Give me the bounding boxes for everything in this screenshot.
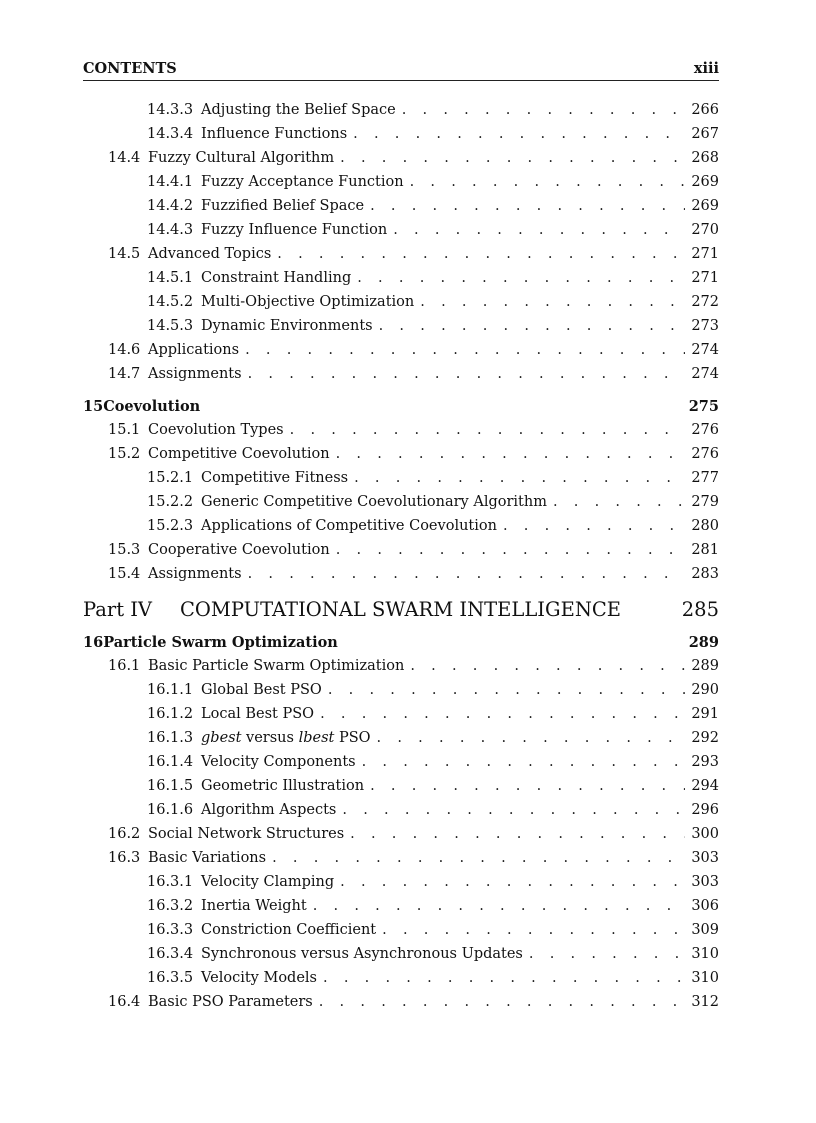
toc-dot-leader <box>529 946 685 962</box>
toc-dot-leader <box>382 922 685 938</box>
toc-dot-leader <box>410 658 685 674</box>
toc-title-part: versus <box>241 730 299 746</box>
toc-entry-number: 16.3 <box>108 850 141 866</box>
toc-entry-page: 277 <box>691 470 719 486</box>
toc-dot-leader <box>248 366 686 382</box>
toc-entry-title: Constraint Handling <box>201 270 352 286</box>
toc-entry-number: 16.3.3 <box>147 922 194 938</box>
toc-entry-title: Generic Competitive Coevolutionary Algorithm <box>201 494 547 510</box>
toc-entry-title: Inertia Weight <box>201 898 307 914</box>
running-header <box>83 60 719 80</box>
table-of-contents <box>83 102 719 1018</box>
toc-entry-page: 276 <box>691 446 719 462</box>
toc-entry-title: Velocity Models <box>201 970 317 986</box>
toc-entry-number: 14.4.3 <box>147 222 194 238</box>
toc-dot-leader <box>410 174 686 190</box>
toc-entry-page: 274 <box>691 342 719 358</box>
toc-dot-leader <box>342 802 685 818</box>
toc-subsection-entry[interactable] <box>83 126 719 150</box>
toc-entry-number: 16.3.2 <box>147 898 194 914</box>
toc-subsection-entry[interactable] <box>83 946 719 970</box>
toc-dot-leader <box>393 222 685 238</box>
toc-entry-title: Geometric Illustration <box>201 778 365 794</box>
toc-dot-leader <box>353 126 685 142</box>
toc-entry-page: 289 <box>688 634 719 651</box>
toc-entry-page: 281 <box>691 542 719 558</box>
toc-entry-title: Assignments <box>148 566 242 582</box>
toc-entry-title: Synchronous versus Asynchronous Updates <box>201 946 523 962</box>
toc-entry-number: 16.3.1 <box>147 874 194 890</box>
toc-dot-leader <box>320 706 685 722</box>
toc-entry-title: Advanced Topics <box>148 246 272 262</box>
toc-entry-page: 309 <box>691 922 719 938</box>
toc-dot-leader <box>402 102 686 118</box>
toc-section-entry[interactable] <box>83 366 719 390</box>
toc-entry-title: Social Network Structures <box>148 826 345 842</box>
toc-section-entry[interactable] <box>83 542 719 566</box>
toc-entry-title: Constriction Coefficient <box>201 922 377 938</box>
toc-entry-page: 293 <box>691 754 719 770</box>
toc-entry-number: 15.4 <box>108 566 141 582</box>
toc-entry-number: 14.5.3 <box>147 318 194 334</box>
toc-dot-leader <box>357 270 685 286</box>
toc-entry-page: 272 <box>691 294 719 310</box>
toc-entry-number: 15.2.1 <box>147 470 194 486</box>
toc-entry-title: Basic PSO Parameters <box>148 994 313 1010</box>
toc-entry-number: 16.1.3 <box>147 730 194 746</box>
toc-subsection-entry[interactable] <box>83 730 719 754</box>
toc-entry-title: Multi-Objective Optimization <box>201 294 415 310</box>
toc-dot-leader <box>245 342 685 358</box>
toc-part-entry[interactable] <box>83 592 719 626</box>
toc-entry-title: Assignments <box>148 366 242 382</box>
toc-dot-leader <box>323 970 685 986</box>
toc-chapter-entry[interactable] <box>83 634 719 658</box>
toc-entry-page: 275 <box>688 398 719 415</box>
toc-dot-leader <box>553 494 685 510</box>
toc-subsection-entry[interactable] <box>83 706 719 730</box>
header-page-number: xiii <box>693 60 719 77</box>
toc-entry-page: 285 <box>681 597 719 621</box>
toc-entry-page: 270 <box>691 222 719 238</box>
toc-entry-page: 310 <box>691 970 719 986</box>
toc-subsection-entry[interactable] <box>83 318 719 342</box>
toc-entry-title: Applications <box>148 342 240 358</box>
toc-dot-leader <box>313 898 686 914</box>
toc-entry-title: Fuzzy Cultural Algorithm <box>148 150 335 166</box>
toc-entry-title: Applications of Competitive Coevolution <box>201 518 497 534</box>
toc-section-entry[interactable] <box>83 246 719 270</box>
toc-entry-number: 16.1.2 <box>147 706 194 722</box>
toc-entry-title: Particle Swarm Optimization <box>103 634 338 651</box>
toc-subsection-entry[interactable] <box>83 802 719 826</box>
toc-dot-leader <box>336 542 686 558</box>
toc-entry-title: Cooperative Coevolution <box>148 542 330 558</box>
toc-entry-title: Competitive Coevolution <box>148 446 330 462</box>
toc-entry-page: 276 <box>691 422 719 438</box>
toc-entry-page: 300 <box>691 826 719 842</box>
toc-entry-number: 16.2 <box>108 826 141 842</box>
toc-entry-page: 312 <box>691 994 719 1010</box>
toc-entry-number: 16.1.1 <box>147 682 194 698</box>
toc-entry-page: 289 <box>691 658 719 674</box>
toc-entry-title: Algorithm Aspects <box>201 802 337 818</box>
toc-entry-title: COMPUTATIONAL SWARM INTELLIGENCE <box>180 597 622 621</box>
toc-section-entry[interactable] <box>83 850 719 874</box>
toc-entry-number: 14.3.4 <box>147 126 194 142</box>
toc-subsection-entry[interactable] <box>83 470 719 494</box>
toc-section-entry[interactable] <box>83 658 719 682</box>
toc-entry-number: 16.3.4 <box>147 946 194 962</box>
toc-entry-number: 16.1.5 <box>147 778 194 794</box>
toc-entry-page: 273 <box>691 318 719 334</box>
toc-entry-page: 271 <box>691 270 719 286</box>
toc-entry-number: 14.4.1 <box>147 174 194 190</box>
toc-subsection-entry[interactable] <box>83 970 719 994</box>
toc-subsection-entry[interactable] <box>83 778 719 802</box>
toc-subsection-entry[interactable] <box>83 754 719 778</box>
toc-entry-title: Local Best PSO <box>201 706 315 722</box>
toc-entry-page: 292 <box>691 730 719 746</box>
toc-dot-leader <box>420 294 685 310</box>
toc-dot-leader <box>370 198 685 214</box>
toc-subsection-entry[interactable] <box>83 494 719 518</box>
toc-entry-page: 271 <box>691 246 719 262</box>
toc-dot-leader <box>290 422 686 438</box>
toc-entry-title: Fuzzy Acceptance Function <box>201 174 404 190</box>
toc-chapter-entry[interactable] <box>83 398 719 422</box>
toc-dot-leader <box>377 730 686 746</box>
toc-title-part: lbest <box>298 730 335 746</box>
toc-entry-page: 303 <box>691 850 719 866</box>
toc-entry-title <box>201 730 371 746</box>
toc-subsection-entry[interactable] <box>83 270 719 294</box>
toc-entry-number: 16.1.4 <box>147 754 194 770</box>
toc-entry-page: 310 <box>691 946 719 962</box>
toc-entry-title: Global Best PSO <box>201 682 322 698</box>
toc-title-part: PSO <box>334 730 371 746</box>
toc-entry-title: Coevolution <box>103 398 201 415</box>
toc-entry-title: Velocity Components <box>201 754 356 770</box>
toc-entry-title: Velocity Clamping <box>201 874 335 890</box>
toc-subsection-entry[interactable] <box>83 898 719 922</box>
toc-dot-leader <box>277 246 685 262</box>
toc-section-entry[interactable] <box>83 826 719 850</box>
toc-entry-number: 16 <box>83 634 104 651</box>
toc-entry-page: 290 <box>691 682 719 698</box>
toc-entry-page: 291 <box>691 706 719 722</box>
toc-entry-title: Fuzzy Influence Function <box>201 222 388 238</box>
toc-entry-number: 14.7 <box>108 366 141 382</box>
toc-entry-page: 279 <box>691 494 719 510</box>
toc-dot-leader <box>354 470 685 486</box>
toc-section-entry[interactable] <box>83 342 719 366</box>
toc-section-entry[interactable] <box>83 446 719 470</box>
toc-entry-page: 294 <box>691 778 719 794</box>
toc-entry-number: 16.1 <box>108 658 141 674</box>
toc-subsection-entry[interactable] <box>83 198 719 222</box>
toc-dot-leader <box>370 778 685 794</box>
toc-entry-title: Coevolution Types <box>148 422 284 438</box>
toc-entry-number: Part IV <box>83 597 153 621</box>
toc-dot-leader <box>340 150 685 166</box>
toc-entry-page: 269 <box>691 198 719 214</box>
toc-entry-title: Basic Particle Swarm Optimization <box>148 658 405 674</box>
toc-entry-number: 15.1 <box>108 422 141 438</box>
toc-entry-title: Fuzzified Belief Space <box>201 198 365 214</box>
toc-entry-title: Competitive Fitness <box>201 470 349 486</box>
toc-entry-page: 266 <box>691 102 719 118</box>
toc-dot-leader <box>319 994 686 1010</box>
toc-subsection-entry[interactable] <box>83 922 719 946</box>
toc-dot-leader <box>248 566 686 582</box>
toc-entry-page: 306 <box>691 898 719 914</box>
header-title: CONTENTS <box>83 60 177 77</box>
toc-subsection-entry[interactable] <box>83 294 719 318</box>
toc-entry-page: 269 <box>691 174 719 190</box>
toc-entry-number: 14.5.1 <box>147 270 194 286</box>
toc-section-entry[interactable] <box>83 994 719 1018</box>
toc-entry-number: 15 <box>83 398 104 415</box>
toc-dot-leader <box>272 850 685 866</box>
toc-entry-page: 267 <box>691 126 719 142</box>
toc-section-entry[interactable] <box>83 150 719 174</box>
toc-entry-page: 274 <box>691 366 719 382</box>
toc-entry-title: Dynamic Environments <box>201 318 373 334</box>
toc-entry-title: Adjusting the Belief Space <box>201 102 396 118</box>
toc-dot-leader <box>350 826 685 842</box>
toc-entry-number: 16.3.5 <box>147 970 194 986</box>
toc-dot-leader <box>340 874 685 890</box>
toc-entry-number: 15.2.2 <box>147 494 194 510</box>
toc-entry-page: 296 <box>691 802 719 818</box>
toc-entry-number: 16.4 <box>108 994 141 1010</box>
toc-entry-title: Basic Variations <box>148 850 267 866</box>
toc-entry-number: 14.5 <box>108 246 141 262</box>
toc-dot-leader <box>379 318 686 334</box>
toc-entry-page: 268 <box>691 150 719 166</box>
toc-section-entry[interactable] <box>83 422 719 446</box>
toc-entry-number: 16.1.6 <box>147 802 194 818</box>
toc-subsection-entry[interactable] <box>83 102 719 126</box>
toc-dot-leader <box>336 446 686 462</box>
toc-section-entry[interactable] <box>83 566 719 590</box>
toc-entry-number: 15.2 <box>108 446 141 462</box>
toc-dot-leader <box>362 754 686 770</box>
toc-entry-number: 15.2.3 <box>147 518 194 534</box>
toc-entry-page: 283 <box>691 566 719 582</box>
toc-entry-number: 14.6 <box>108 342 141 358</box>
header-rule <box>83 80 719 81</box>
toc-entry-number: 14.3.3 <box>147 102 194 118</box>
toc-entry-number: 14.5.2 <box>147 294 194 310</box>
toc-dot-leader <box>328 682 685 698</box>
toc-subsection-entry[interactable] <box>83 874 719 898</box>
toc-entry-title: Influence Functions <box>201 126 348 142</box>
toc-subsection-entry[interactable] <box>83 518 719 542</box>
toc-subsection-entry[interactable] <box>83 174 719 198</box>
toc-dot-leader <box>503 518 685 534</box>
toc-subsection-entry[interactable] <box>83 222 719 246</box>
toc-subsection-entry[interactable] <box>83 682 719 706</box>
toc-entry-number: 14.4.2 <box>147 198 194 214</box>
toc-entry-page: 303 <box>691 874 719 890</box>
toc-entry-number: 14.4 <box>108 150 141 166</box>
toc-entry-page: 280 <box>691 518 719 534</box>
toc-title-part: gbest <box>201 730 242 746</box>
toc-entry-number: 15.3 <box>108 542 141 558</box>
